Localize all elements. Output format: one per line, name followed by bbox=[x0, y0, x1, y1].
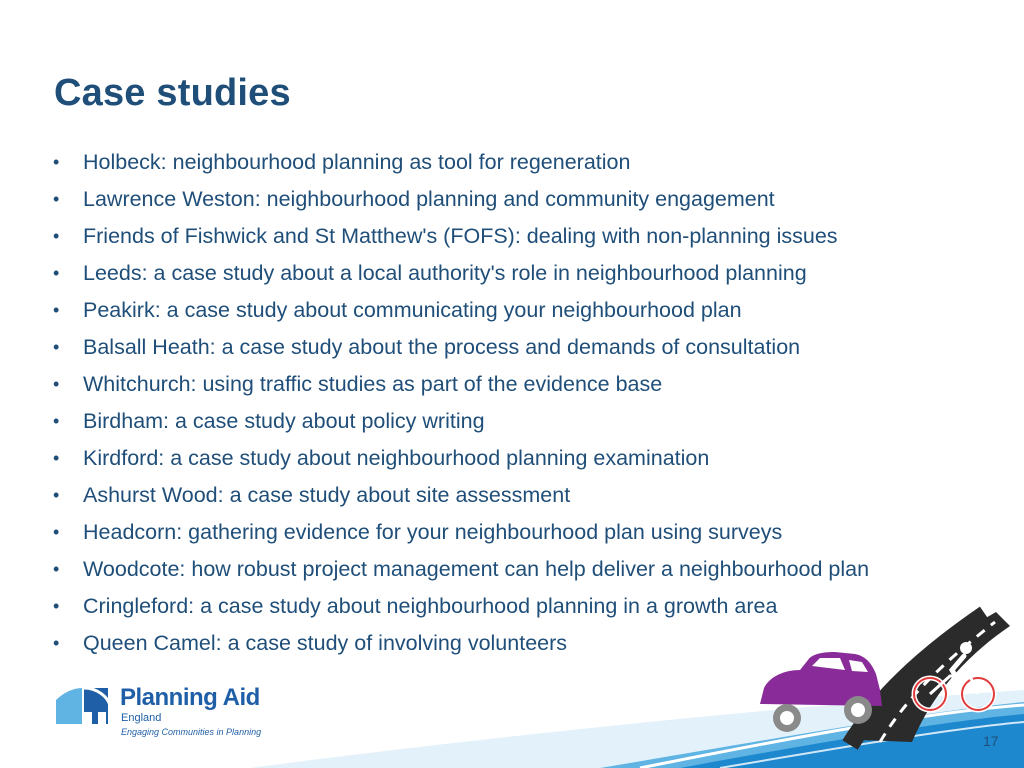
logo-region: England bbox=[121, 712, 162, 724]
list-item-text: Leeds: a case study about a local authority's role in neighbourhood planning bbox=[83, 261, 807, 285]
page-number: 17 bbox=[983, 733, 999, 749]
list-item bbox=[52, 588, 869, 625]
list-item bbox=[52, 292, 869, 329]
bullet-icon: • bbox=[53, 485, 60, 505]
list-item bbox=[52, 514, 869, 551]
bullet-icon: • bbox=[53, 337, 60, 357]
planning-aid-logo-icon bbox=[54, 686, 114, 726]
list-item bbox=[52, 551, 869, 588]
bullet-icon: • bbox=[53, 522, 60, 542]
bullet-icon: • bbox=[53, 633, 60, 653]
bullet-icon: • bbox=[53, 374, 60, 394]
list-item-text: Peakirk: a case study about communicating your neighbourhood plan bbox=[83, 298, 742, 322]
planning-aid-logo bbox=[54, 684, 264, 742]
list-item-text: Whitchurch: using traffic studies as part of the evidence base bbox=[83, 372, 663, 396]
bullet-icon: • bbox=[53, 189, 60, 209]
list-item bbox=[52, 218, 869, 255]
list-item bbox=[52, 144, 869, 181]
list-item-text: Friends of Fishwick and St Matthew's (FOFS): dealing with non-planning issues bbox=[83, 224, 838, 248]
list-item bbox=[52, 366, 869, 403]
list-item-text: Headcorn: gathering evidence for your neighbourhood plan using surveys bbox=[83, 520, 783, 544]
bullet-icon: • bbox=[53, 226, 60, 246]
logo-title: Planning Aid bbox=[120, 684, 260, 711]
list-item-text: Lawrence Weston: neighbourhood planning and community engagement bbox=[83, 187, 775, 211]
list-item bbox=[52, 255, 869, 292]
bullet-icon: • bbox=[53, 300, 60, 320]
bullet-icon: • bbox=[53, 411, 60, 431]
bullet-icon: • bbox=[53, 263, 60, 283]
list-item bbox=[52, 440, 869, 477]
list-item-text: Ashurst Wood: a case study about site assessment bbox=[83, 483, 571, 507]
list-item-text: Balsall Heath: a case study about the process and demands of consultation bbox=[83, 335, 801, 359]
bullet-icon: • bbox=[53, 559, 60, 579]
list-item bbox=[52, 625, 869, 662]
bullet-icon: • bbox=[53, 152, 60, 172]
list-item-text: Birdham: a case study about policy writing bbox=[83, 409, 485, 433]
list-item bbox=[52, 403, 869, 440]
list-item-text: Cringleford: a case study about neighbourhood planning in a growth area bbox=[83, 594, 778, 618]
page-title: Case studies bbox=[54, 72, 291, 114]
list-item-text: Holbeck: neighbourhood planning as tool for regeneration bbox=[83, 150, 631, 174]
case-study-list bbox=[52, 144, 869, 662]
bullet-icon: • bbox=[53, 448, 60, 468]
list-item-text: Queen Camel: a case study of involving volunteers bbox=[83, 631, 568, 655]
list-item-text: Kirdford: a case study about neighbourhood planning examination bbox=[83, 446, 710, 470]
bullet-icon: • bbox=[53, 596, 60, 616]
list-item bbox=[52, 329, 869, 366]
list-item bbox=[52, 477, 869, 514]
logo-tagline: Engaging Communities in Planning bbox=[121, 727, 262, 737]
list-item-text: Woodcote: how robust project management can help deliver a neighbourhood plan bbox=[83, 557, 870, 581]
list-item bbox=[52, 181, 869, 218]
